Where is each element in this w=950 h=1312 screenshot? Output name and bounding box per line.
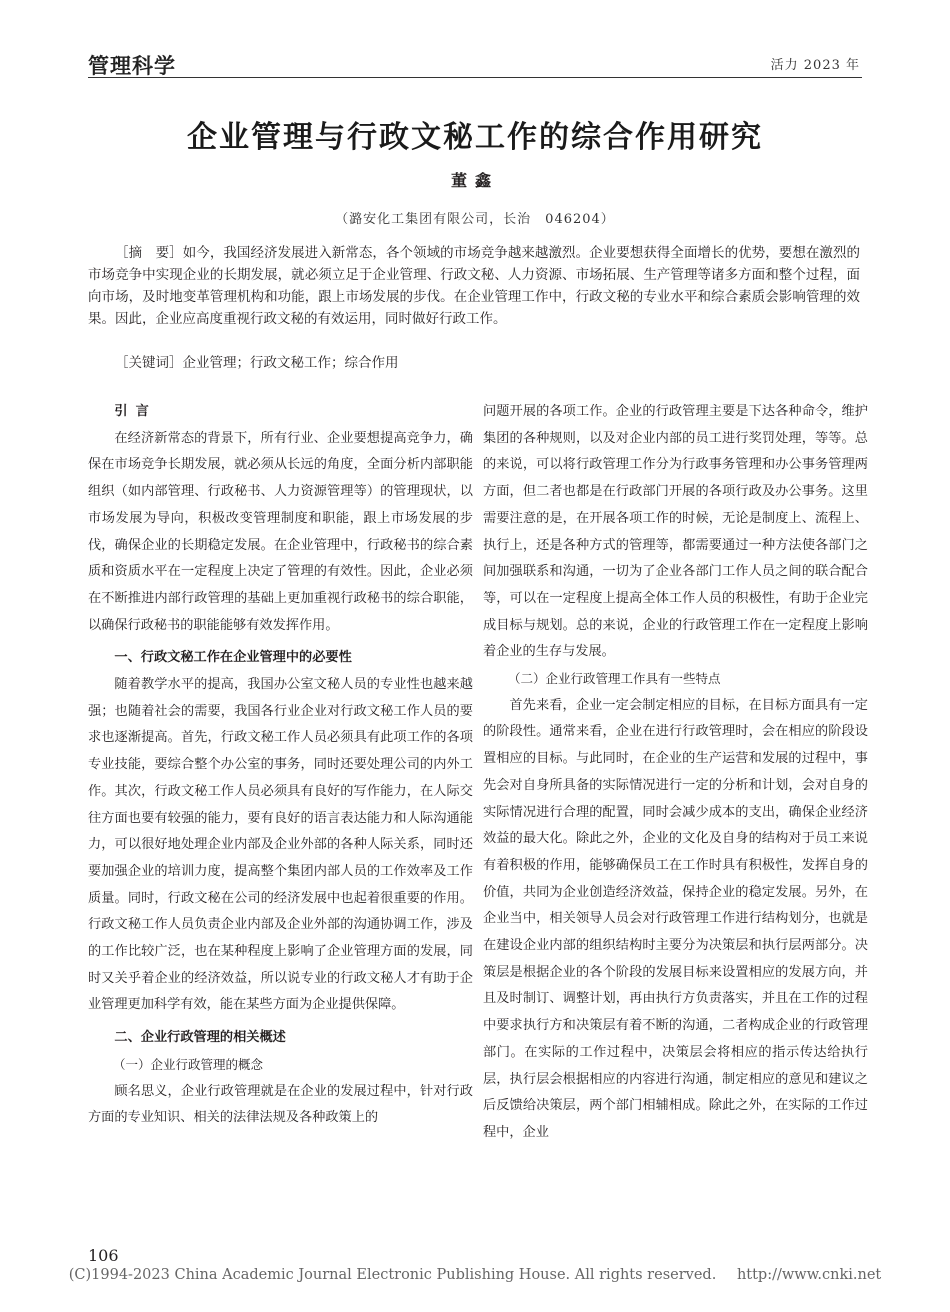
- abstract: ［摘 要］如今，我国经济发展进入新常态，各个领域的市场竞争越来越激烈。企业要想获得全面增长的优势，要想在激烈的市场竞争中实现企业的长期发展，就必须立足于企业管理、行政文秘、人力资源、市场拓展、生产管理等诸多方面和整个过程，面向市场，及时地变革管理机构和功能，跟上市场发展的步伐。在企业管理工作中，行政文秘的专业水平和综合素质会影响管理的效果。因此，企业应高度重视行政文秘的有效运用，同时做好行政工作。: [88, 245, 860, 327]
- keywords: ［关键词］企业管理；行政文秘工作；综合作用: [115, 355, 399, 371]
- section-2-paragraph-1: 顾名思义，企业行政管理就是在企业的发展过程中，针对行政方面的专业知识、相关的法律法规及各种政策上的: [88, 1083, 473, 1126]
- cnki-url[interactable]: http://www.cnki.net: [736, 1267, 882, 1283]
- header-divider: [88, 77, 862, 78]
- page-number: 106: [88, 1246, 119, 1265]
- section-2-heading: 二、企业行政管理的相关概述: [114, 1030, 286, 1046]
- section-2-subheading-1: （一）企业行政管理的概念: [113, 1056, 264, 1072]
- copyright-text: (C)1994-2023 China Academic Journal Electronic Publishing House. All rights reserved.: [68, 1267, 717, 1283]
- journal-section-title: 管理科学: [88, 54, 176, 78]
- intro-paragraph: 在经济新常态的背景下，所有行业、企业要想提高竞争力，确保在市场竞争长期发展，就必须从长远的角度，全面分析内部职能组织（如内部管理、行政秘书、人力资源管理等）的管理现状，以市场发展为导向，积极改变管理制度和职能，跟上市场发展的步伐，确保企业的长期稳定发展。在企业管理中，行政秘书的综合素质和资质水平在一定程度上决定了管理的有效性。因此，企业必须在不断推进内部行政管理的基础上更加重视行政秘书的综合职能，以确保行政秘书的职能能够有效发挥作用。: [88, 430, 473, 633]
- intro-heading: 引言: [114, 404, 157, 419]
- author-name: 董鑫: [450, 171, 499, 190]
- journal-issue: 活力 2023 年: [770, 58, 860, 73]
- author-affiliation: （潞安化工集团有限公司，长治 046204）: [335, 212, 615, 227]
- right-column: [483, 399, 868, 1147]
- article-title: 企业管理与行政文秘工作的综合作用研究: [187, 120, 763, 155]
- section-1-heading: 一、行政文秘工作在企业管理中的必要性: [114, 650, 352, 666]
- section-2-subheading-2: （二）企业行政管理工作具有一些特点: [508, 671, 721, 687]
- copyright-line: [0, 1267, 950, 1283]
- section-2-paragraph-2: 首先来看，企业一定会制定相应的目标，在目标方面具有一定的阶段性。通常来看，企业在进行行政管理时，会在相应的阶段设置相应的目标。与此同时，在企业的生产运营和发展的过程中，事先会对自身所具备的实际情况进行一定的分析和计划，会对自身的实际情况进行合理的配置，同时会减少成本的支出，确保企业经济效益的最大化。除此之外，企业的文化及自身的结构对于员工来说有着积极的作用，能够确保员工在工作时具有积极性，发挥自身的价值，共同为企业创造经济效益，保持企业的稳定发展。另外，在企业当中，相关领导人员会对行政管理工作进行结构划分，也就是在建设企业内部的组织结构时主要分为决策层和执行层两部分。决策层是根据企业的各个阶段的发展目标来设置相应的发展方向，并且及时制订、调整计划，再由执行方负责落实，并且在工作的过程中要求执行方和决策层有着不断的沟通，二者构成企业的行政管理部门。在实际的工作过程中，决策层会将相应的指示传达给执行层，执行层会根据相应的内容进行沟通，制定相应的意见和建议之后反馈给决策层，两个部门相辅相成。除此之外，在实际的工作过程中，企业: [483, 697, 868, 1140]
- section-1-paragraph: 随着教学水平的提高，我国办公室文秘人员的专业性也越来越强；也随着社会的需要，我国各行业企业对行政文秘工作人员的要求也逐渐提高。首先，行政文秘工作人员必须具有此项工作的各项专业技能，要综合整个办公室的事务，同时还要处理公司的内外工作。其次，行政文秘工作人员必须具有良好的写作能力，在人际交往方面也要有较强的能力，要有良好的语言表达能力和人际沟通能力，可以很好地处理企业内部及企业外部的各种人际关系，同时还要加强企业的培训力度，提高整个集团内部人员的工作效率及工作质量。同时，行政文秘在公司的经济发展中也起着很重要的作用。行政文秘工作人员负责企业内部及企业外部的沟通协调工作，涉及的工作比较广泛，也在某种程度上影响了企业管理方面的发展，同时又关乎着企业的经济效益，所以说专业的行政文秘人才有助于企业管理更加科学有效，能在某些方面为企业提供保障。: [88, 677, 473, 1013]
- left-column: [88, 399, 473, 1132]
- continued-paragraph: 问题开展的各项工作。企业的行政管理主要是下达各种命令，维护集团的各种规则，以及对企业内部的员工进行奖罚处理，等等。总的来说，可以将行政管理工作分为行政事务管理和办公事务管理两方面，但二者也都是在行政部门开展的各项行政及办公事务。这里需要注意的是，在开展各项工作的时候，无论是制度上、流程上、执行上，还是各种方式的管理等，都需要通过一种方法使各部门之间加强联系和沟通，一切为了企业各部门工作人员之间的联合配合等，可以在一定程度上提高全体工作人员的积极性，有助于企业完成目标与规划。总的来说，企业的行政管理工作在一定程度上影响着企业的生存与发展。: [483, 404, 868, 660]
